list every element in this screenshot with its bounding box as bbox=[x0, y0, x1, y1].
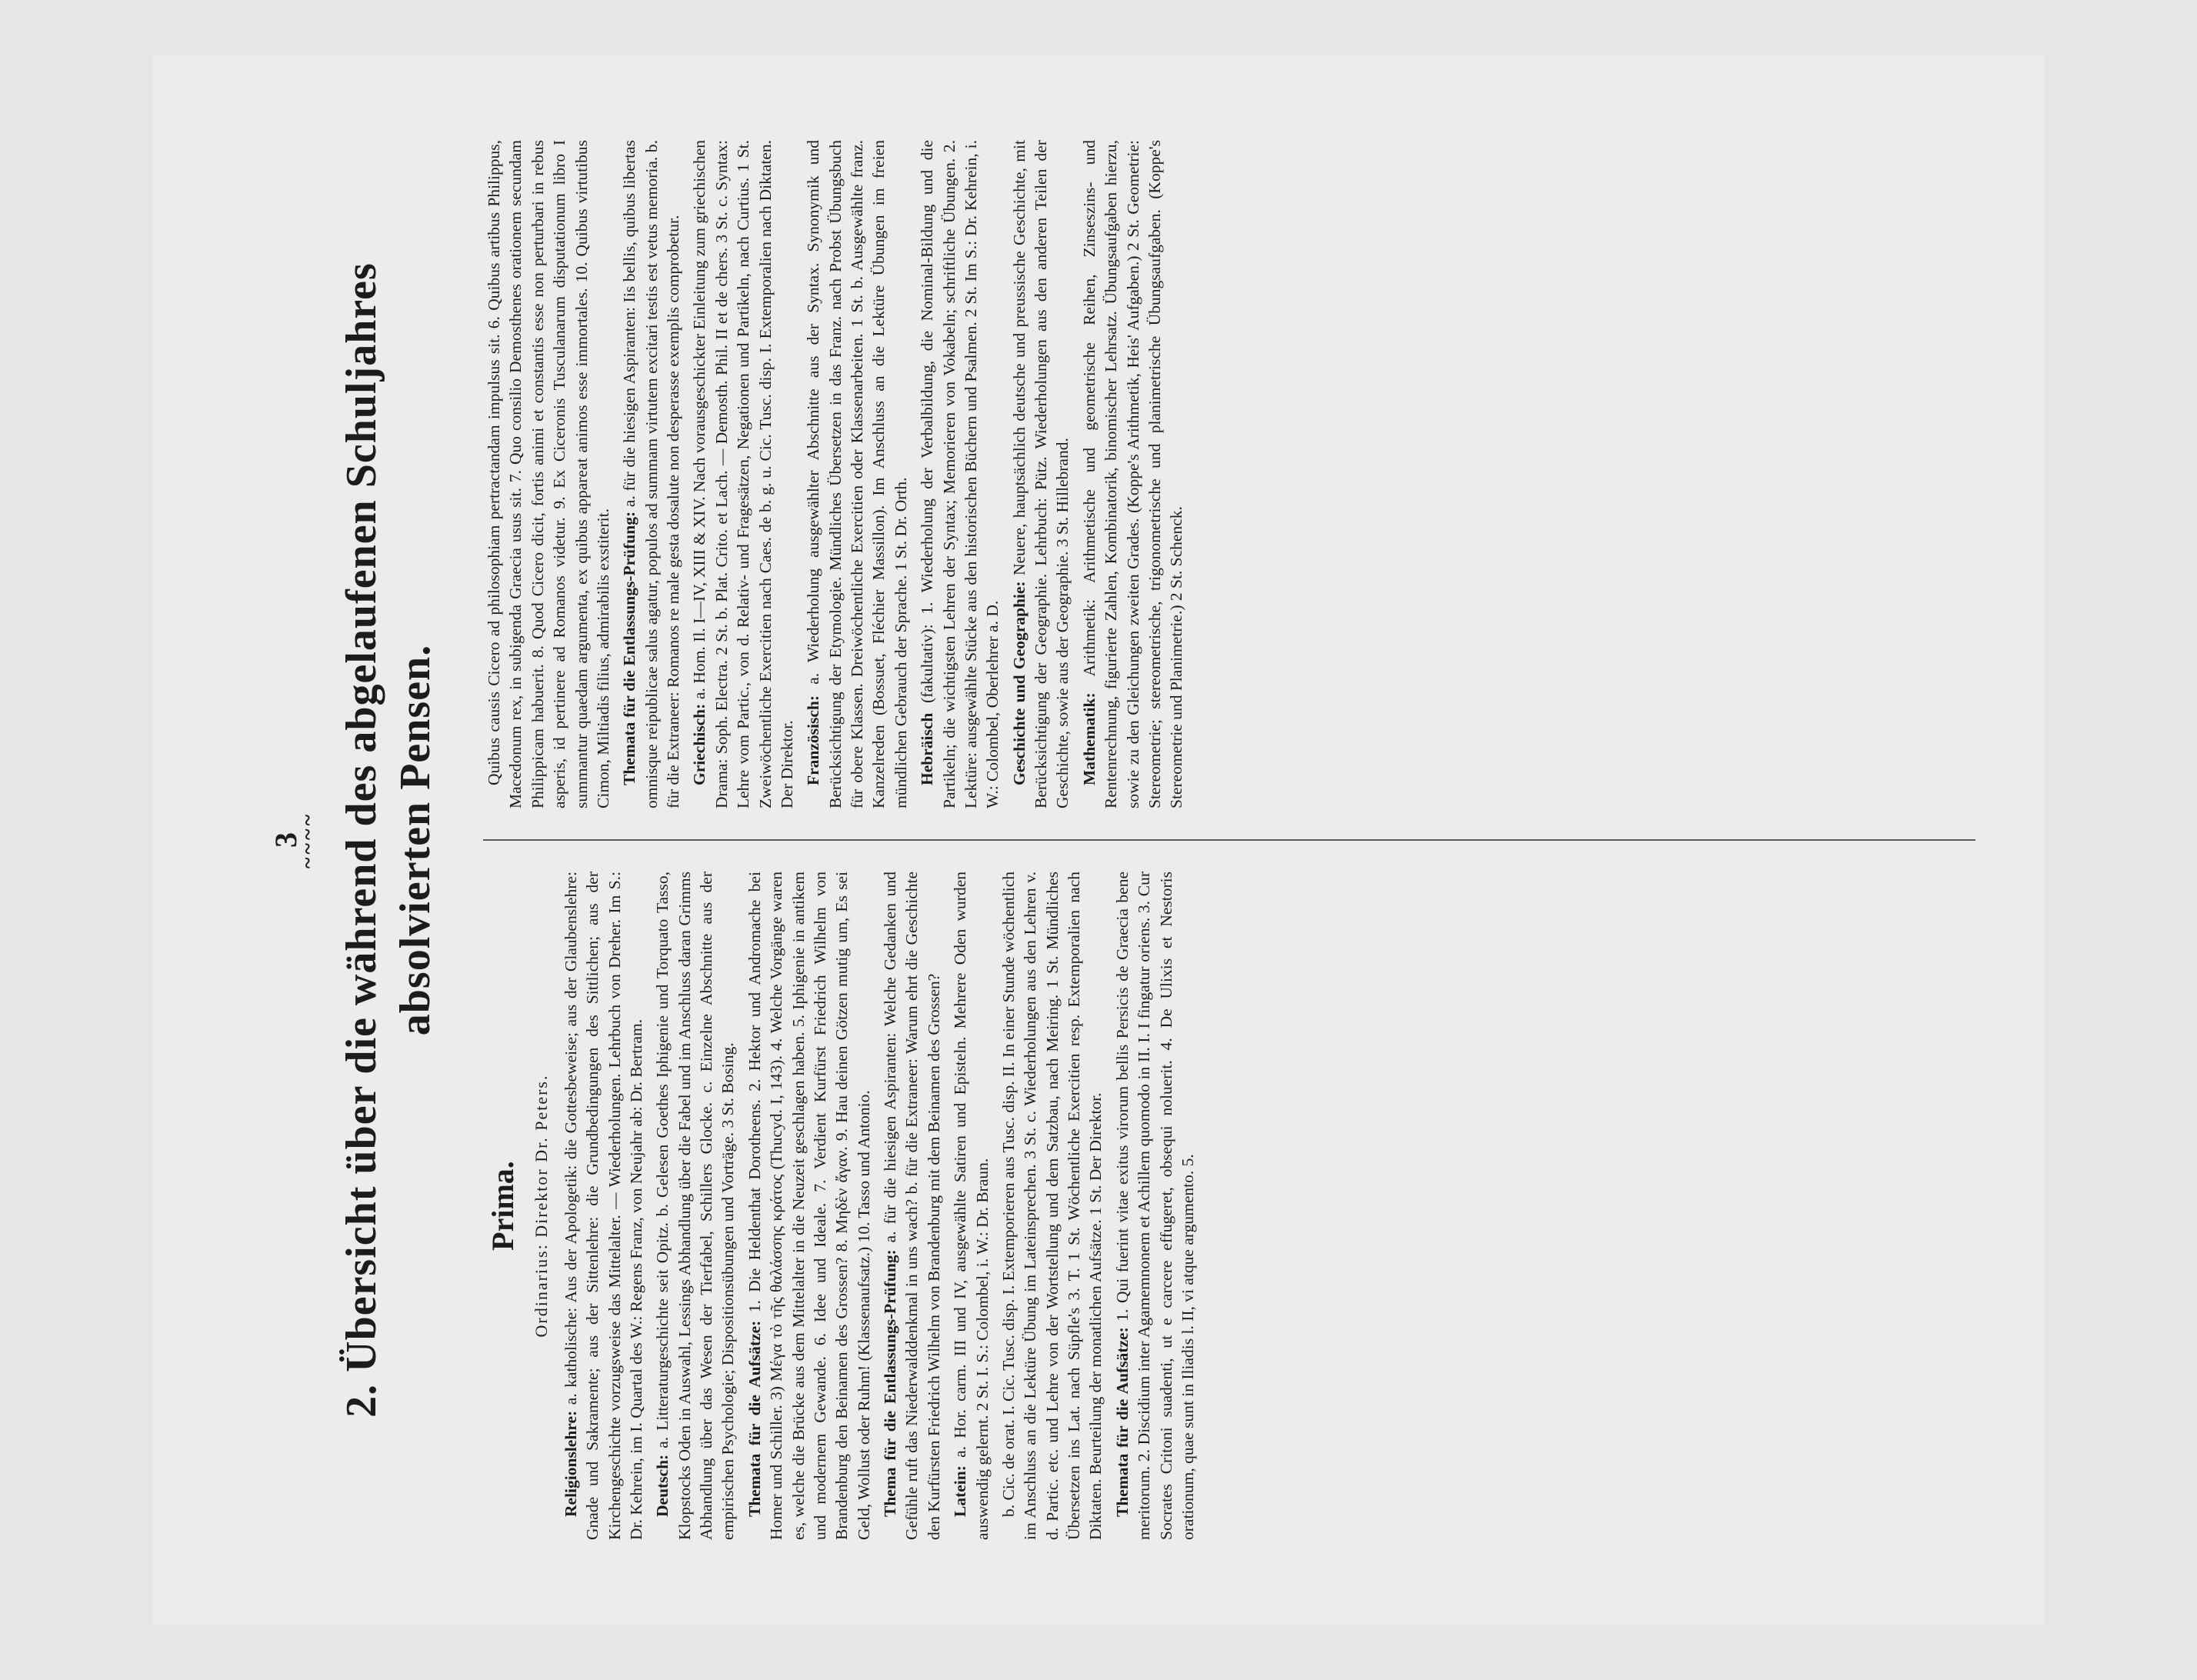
left-column bbox=[483, 872, 1975, 1540]
ordinarius-line: Ordinarius: Direktor Dr. Peters. bbox=[531, 1074, 551, 1338]
column-divider bbox=[483, 839, 1975, 841]
two-column-body bbox=[483, 140, 1975, 1540]
right-column bbox=[483, 140, 1975, 808]
paragraph-deutsch: Deutsch: a. Litteraturgeschichte seit Opitz. b. Gelesen Goethes Iphigenie und Torquato Tasso, Klopstocks Oden in Auswahl, Lessings Abhandlung über die Fabel und im Anschluss daran Grimms Abhandlung über das Wesen der Tierfabel, Schillers Glocke. c. Einzelne Abschnitte aus der empirischen Psychologie; Dispositionsübungen und Vorträge. 3 St. Bosing. bbox=[653, 872, 738, 1540]
section-subtitle: absolvierten Pensen. bbox=[392, 644, 439, 1036]
ornament-rule: ~~~~ bbox=[296, 811, 320, 869]
paragraph-deutsch-themata: Themata für die Aufsätze: 1. Die Heldenthat Dorotheens. 2. Hektor und Andromache bei Homer und Schiller. 3) Μέγα τὸ τῆς θαλάσσης κράτος (Thucyd. I, 143). 4. Welche Vorgänge waren es, welche die Brücke aus dem Mittelalter in die Neuzeit geschlagen haben. 5. Iphigenie in antikem und modernem Gewande. 6. Idee und Ideale. 7. Verdient Kurfürst Friedrich Wilhelm von Brandenburg den Beinamen des Grossen? 8. Μηδὲν ἄγαν. 9. Hau deinen Götzen mutig um, Es sei Geld, Wollust oder Ruhm! (Klassenaufsatz.) 10. Tasso und Antonio. bbox=[745, 872, 873, 1540]
paragraph-deutsch-entlassung: Thema für die Entlassungs-Prüfung: a. für die hiesigen Aspiranten: Welche Gedanken und Gefühle ruft das Niederwalddenkmal in uns wach? b. für die Extraneer: Warum ehrt die Geschichte den Kurfürsten Friedrich Wilhelm von Brandenburg mit dem Beinamen des Grossen? bbox=[881, 872, 943, 1540]
section-title: 2. Übersicht über die während des abgelaufenen Schuljahres bbox=[338, 262, 385, 1418]
section-heading bbox=[337, 140, 440, 1540]
paragraph-latein: Latein: a. Hor. carm. III und IV, ausgewählte Satiren und Episteln. Mehrere Oden wurden auswendig gelernt. 2 St. I. S.: Colombel, i. W.: Dr. Braun. bbox=[951, 872, 992, 1540]
paragraph-griechisch: Griechisch: a. Hom. Il. I—IV, XIII & XIV. Nach vorausgeschickter Einleitung zum griechischen Drama: Soph. Electra. 2 St. b. Plat. Crito. et Lach. — Demosth. Phil. II et de chers. 3 St. c. Syntax: Lehre vom Partic., von d. Relativ- und Fragesätzen, Negationen und Partikeln, nach Curtius. 1 St. Zweiwöchentliche Exercitien nach Caes. de b. g. u. Cic. Tusc. disp. I. Extemporalien nach Diktaten. Der Direktor. bbox=[690, 140, 796, 808]
document-page bbox=[152, 55, 2045, 1625]
paragraph-mathematik: Mathematik: Arithmetik: Arithmetische und geometrische Reihen, Zinseszins- und Rentenrechnung, figurierte Zahlen, Kombinatorik, binomischer Lehrsatz. Übungsaufgaben hierzu, sowie zu den Gleichungen zweiten Grades. (Koppe's Arithmetik, Heis' Aufgaben.) 2 St. Geometrie: Stereometrie; stereometrische, trigonometrische und planimetrische Übungsaufgaben. (Koppe's Stereometrie und Planimetrie.) 2 St. Schenck. bbox=[1079, 140, 1186, 808]
paragraph-latein-b: b. Cic. de orat. I. Cic. Tusc. disp. I. Extemporieren aus Tusc. disp. II. In einer Stunde wöchentlich im Anschluss an die Lektüre Übung im Lateinsprechen. 3 St. c. Wiederholungen aus den Lehren v. d. Partic. etc. und Lehre von der Wortstellung und dem Satzbau, nach Meiring. 1 St. Mündliches Übersetzen ins Lat. nach Süpfle's 3. T. 1 St. Wöchentliche Exercitien resp. Extemporalien nach Diktaten. Beurteilung der monatlichen Aufsätze. 1 St. Der Direktor. bbox=[998, 872, 1105, 1540]
paragraph-religionslehre: Religionslehre: a. katholische: Aus der Apologetik: die Gottesbeweise; aus der Glaubenslehre: Gnade und Sakramente; aus der Sittenlehre: die Grundbedingungen des Sittlichen; aus der Kirchengeschichte vorzugsweise das Mittelalter. — Wiederholungen. Lehrbuch von Dreher. Im S.: Dr. Kehrein, im I. Quartal des W.: Regens Franz, von Neujahr ab: Dr. Bertram. bbox=[561, 872, 645, 1540]
page-number-value: 3 bbox=[268, 832, 303, 848]
paragraph-latein-themata-cont: Quibus causis Cicero ad philosophiam pertractandam impulsus sit. 6. Quibus artibus Philippus, Macedonum rex, in subigenda Graecia usus sit. 7. Quo consilio Demosthenes orationem secundam Philippicam habuerit. 8. Quod Cicero dicit, fortis animi et constantis esse non perturbari in rebus asperis, id pertinere ad Romanos videtur. 9. Ex Ciceronis Tusculanarum disputationum libro I summantur quaedam argumenta, ex quibus appareat animos esse immortales. 10. Quibus virtutibus Cimon, Miltiadis filius, admirabilis exstiterit. bbox=[485, 140, 612, 808]
paragraph-latein-themata: Themata für die Aufsätze: 1. Qui fuerint vitae exitus virorum bellis Persicis de Graecia bene meritorum. 2. Discidium inter Agamemnonem et Achillem quomodo in II. I. I fingatur oriens. 3. Cur Socrates Critoni suadenti, ut e carcere effugeret, obsequi noluerit. 4. De Ulixis et Nestoris orationum, quae sunt in Iliadis l. II, vi atque argumento. 5. bbox=[1112, 872, 1197, 1540]
page-number bbox=[268, 55, 321, 1625]
paragraph-franzoesisch: Französisch: a. Wiederholung ausgewählter Abschnitte aus der Syntax. Synonymik und Berücksichtigung der Etymologie. Mündliches Übersetzen in das Franz. nach Probst Übungsbuch für obere Klassen. Dreiwöchentliche Exercitien oder Klassenarbeiten. 1 St. b. Ausgewählte franz. Kanzelreden (Bossuet, Fléchier Massillon). Im Anschluss an die Lektüre Übungen im freien mündlichen Gebrauch der Sprache. 1 St. Dr. Orth. bbox=[804, 140, 910, 808]
class-heading: Prima. bbox=[485, 1161, 520, 1251]
paragraph-hebraeisch: Hebräisch (fakultativ): 1. Wiederholung der Verbalbildung, die Nominal-Bildung und die Partikeln; die wichtigsten Lehren der Syntax; Memorieren von Vokabeln; schriftliche Übungen. 2. Lektüre: ausgewählte Stücke aus den historischen Büchern und Psalmen. 2 St. Im S.: Dr. Kehrein, i. W.: Colombel, Oberlehrer a. D. bbox=[918, 140, 1002, 808]
paragraph-latein-entlassung: Themata für die Entlassungs-Prüfung: a. für die hiesigen Aspiranten: Iis bellis, quibus libertas omnisque reipublicae salus agatur, populos ad summam virtutem excitari testis est vetus memoria. b. für die Extraneer: Romanos re male gesta dosalute non desperasse exemplis comprobetur. bbox=[620, 140, 682, 808]
paragraph-geschichte: Geschichte und Geographie: Neuere, hauptsächlich deutsche und preussische Geschichte, mit Berücksichtigung der Geographie. Lehrbuch: Pütz. Wiederholungen aus den anderen Teilen der Geschichte, sowie aus der Geographie. 3 St. Hillebrand. bbox=[1009, 140, 1072, 808]
